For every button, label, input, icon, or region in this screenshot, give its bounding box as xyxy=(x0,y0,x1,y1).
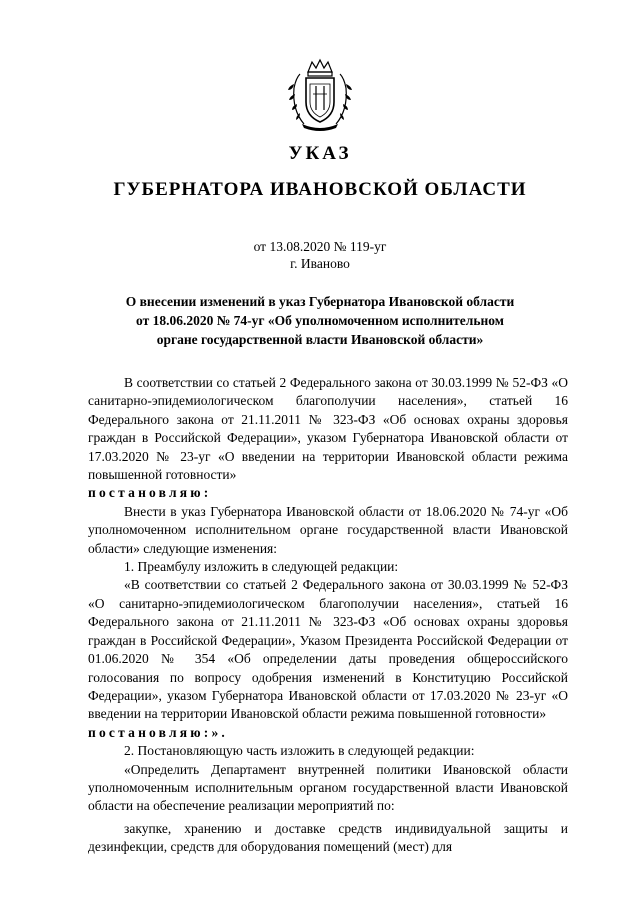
heading-line: О внесении изменений в указ Губернатора Ивановской области xyxy=(125,294,515,309)
document-body xyxy=(88,374,568,857)
paragraph-determine: «Определить Департамент внутренней политики Ивановской области уполномоченным исполнительным органом государственной власти Ивановской области на обеспечение реализации мероприятий по: xyxy=(88,761,568,814)
paragraph-amend: Внести в указ Губернатора Ивановской области от 18.06.2020 № 74-уг «Об уполномоченном исполнительном органе государственной власти Ивановской области» следующие изменения: xyxy=(88,503,568,556)
postanovlyayu-label: постановляю: xyxy=(88,485,212,501)
decree-word-quoted xyxy=(88,724,568,742)
decree-word xyxy=(88,484,568,502)
document-city: г. Иваново xyxy=(290,256,350,271)
heading-line: органе государственной власти Ивановской области» xyxy=(156,332,484,347)
document-meta xyxy=(0,238,640,272)
paragraph-preamble: В соответствии со статьей 2 Федерального закона от 30.03.1999 № 52-ФЗ «О санитарно-эпидемиологическом благополучии населения», статьей 16 Федерального закона от 21.11.2011 № 323-ФЗ «Об основах охраны здоровья граждан в Российской Федерации», указом Губернатора Ивановской области от 17.03.2020 № 23-уг «О введении на территории Ивановской области режима повышенной готовности» xyxy=(88,375,568,483)
paragraph-procurement: закупке, хранению и доставке средств индивидуальной защиты и дезинфекции, средств для оборудования помещений (мест) для xyxy=(88,820,568,855)
paragraph-item-2: 2. Постановляющую часть изложить в следующей редакции: xyxy=(124,743,475,759)
paragraph-item-1: 1. Преамбулу изложить в следующей редакции: xyxy=(124,559,399,575)
document-date-line: от 13.08.2020 № 119-уг xyxy=(253,239,387,254)
postanovlyayu-label-quoted: постановляю:». xyxy=(88,724,228,740)
document-title: УКАЗ xyxy=(288,143,352,164)
document-heading xyxy=(60,292,580,349)
heading-line: от 18.06.2020 № 74-уг «Об уполномоченном исполнительном xyxy=(136,313,504,328)
coat-of-arms-emblem xyxy=(286,58,354,132)
document-subtitle: ГУБЕРНАТОРА ИВАНОВСКОЙ ОБЛАСТИ xyxy=(113,179,527,200)
paragraph-new-preamble: «В соответствии со статьей 2 Федерального закона от 30.03.1999 № 52-ФЗ «О санитарно-эпидемиологическом благополучии населения», статьей 16 Федерального закона от 21.11.2011 № 323-ФЗ «Об основах охраны здоровья граждан в Российской Федерации», Указом Президента Российской Федерации от 01.06.2020 № 354 «Об определении даты проведения общероссийского голосования по вопросу одобрения изменений в Конституцию Российской Федерации», указом Губернатора Ивановской области от 17.03.2020 № 23-уг «О введении на территории Ивановской области режима повышенной готовности» xyxy=(88,577,568,722)
